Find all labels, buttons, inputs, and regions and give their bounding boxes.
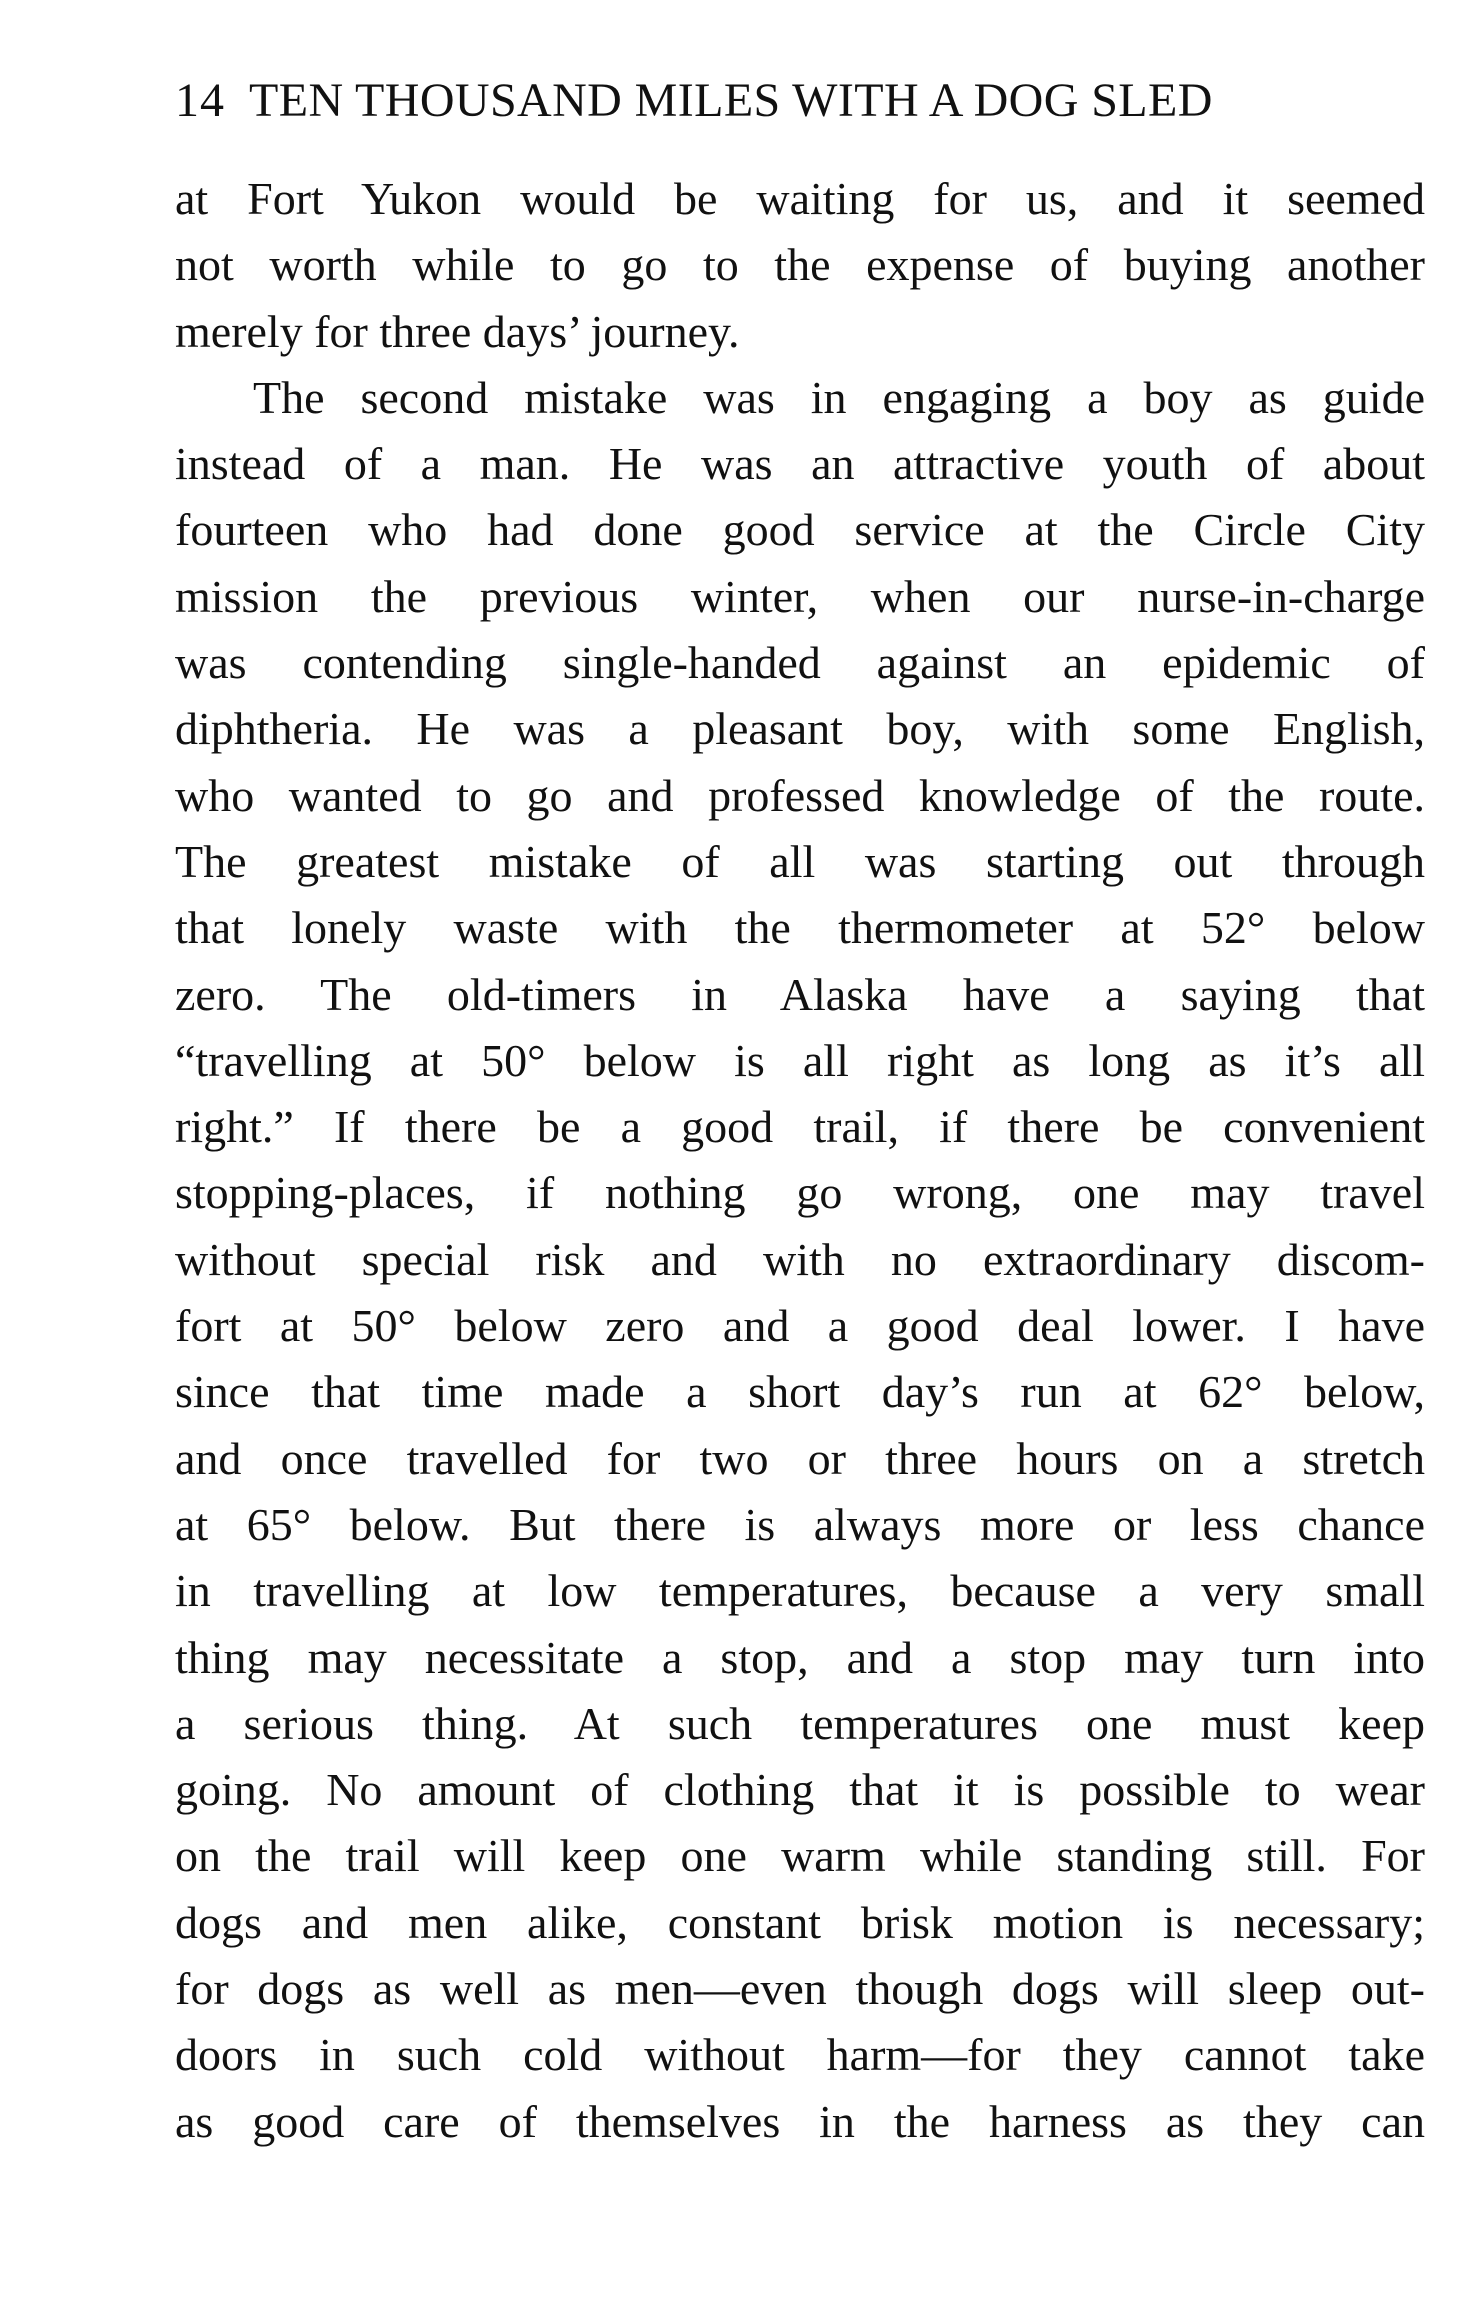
text-line: going. No amount of clothing that it is possible to wear (175, 1764, 1425, 1816)
text-line: dogs and men alike, constant brisk motion is necessary; (175, 1896, 1425, 1948)
text-line: as good care of themselves in the harness as they can (175, 2095, 1425, 2147)
text-line: who wanted to go and professed knowledge of the route. (175, 769, 1425, 821)
text-line: zero. The old-timers in Alaska have a saying that (175, 968, 1425, 1020)
book-title: TEN THOUSAND MILES WITH A DOG SLED (249, 74, 1213, 127)
text-line: without special risk and with no extraordinary discom- (175, 1233, 1425, 1285)
text-line: thing may necessitate a stop, and a stop may turn into (175, 1631, 1425, 1683)
text-line: merely for three days’ journey. (175, 305, 740, 357)
text-line: not worth while to go to the expense of buying another (175, 239, 1425, 291)
text-line: right.” If there be a good trail, if there be convenient (175, 1101, 1425, 1153)
text-line: on the trail will keep one warm while standing still. For (175, 1830, 1425, 1882)
text-line: instead of a man. He was an attractive youth of about (175, 438, 1425, 490)
text-line: for dogs as well as men—even though dogs will sleep out- (175, 1963, 1425, 2015)
text-line: fourteen who had done good service at the Circle City (175, 504, 1425, 556)
text-line: diphtheria. He was a pleasant boy, with some English, (175, 703, 1425, 755)
text-line: since that time made a short day’s run at 62° below, (175, 1366, 1425, 1418)
text-line: was contending single-handed against an epidemic of (175, 637, 1425, 689)
text-line: at Fort Yukon would be waiting for us, and it seemed (175, 173, 1425, 224)
text-line: at 65° below. But there is always more or less chance (175, 1498, 1425, 1550)
text-line: and once travelled for two or three hours on a stretch (175, 1432, 1425, 1484)
text-line: doors in such cold without harm—for they cannot take (175, 2029, 1425, 2081)
text-line: that lonely waste with the thermometer at 52° below (175, 902, 1425, 954)
text-line: mission the previous winter, when our nurse-in-charge (175, 570, 1425, 622)
page-number: 14 (175, 74, 225, 127)
text-line: a serious thing. At such temperatures one must keep (175, 1697, 1425, 1749)
text-line: “travelling at 50° below is all right as long as it’s all (175, 1034, 1425, 1086)
text-line: The greatest mistake of all was starting out through (175, 835, 1425, 887)
running-head (175, 66, 1425, 136)
text-line: fort at 50° below zero and a good deal lower. I have (175, 1300, 1425, 1352)
text-line: in travelling at low temperatures, because a very small (175, 1565, 1425, 1617)
text-line: stopping-places, if nothing go wrong, one may travel (175, 1167, 1425, 1219)
body-text (175, 166, 1425, 2155)
text-line: The second mistake was in engaging a boy as guide (253, 371, 1425, 423)
